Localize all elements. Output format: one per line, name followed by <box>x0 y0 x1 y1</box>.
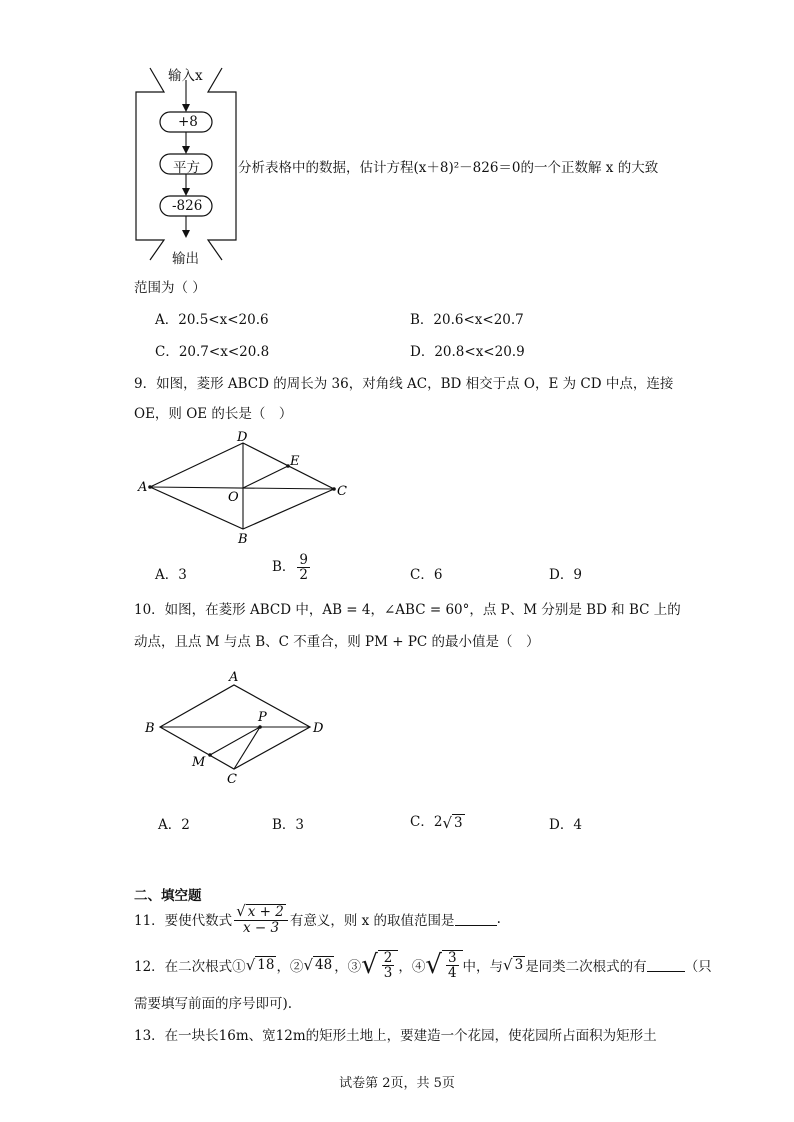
q8-text-line2: 范围为（ ） <box>134 280 206 296</box>
q9-label-b: B <box>238 532 248 547</box>
q12-answer-blank <box>647 959 685 972</box>
q11: 11．要使代数式 √ x + 2 x − 3 有意义，则 x 的取值范围是 . <box>134 902 501 936</box>
q9-text-line2: OE，则 OE 的长是（ ） <box>134 406 293 422</box>
q8-option-d: D．20.8<x<20.9 <box>410 344 525 360</box>
q10-label-c: C <box>227 772 237 787</box>
q9-option-c: C．6 <box>410 567 443 583</box>
q9-rhombus-figure <box>130 425 370 550</box>
q9-segment-oe <box>243 466 288 488</box>
q13-line1: 13．在一块长16m、宽12m的矩形土地上，要建造一个花园，使花园所占面积为矩形土 <box>134 1028 657 1044</box>
q10-segment-pm <box>210 727 260 755</box>
q9-option-b-fraction: $\frac{9}{2}$ <box>299 552 309 584</box>
flowchart-input-label: 输入x <box>168 68 203 84</box>
q10-text-line1: 10．如图，在菱形 ABCD 中，AB = 4，∠ABC = 60°，点 P、M 分别是 BD 和 BC 上的 <box>134 602 681 618</box>
q10-label-d: D <box>313 721 324 736</box>
page-footer: 试卷第 2页，共 5页 <box>339 1076 455 1091</box>
q12-line2: 需要填写前面的序号即可). <box>134 996 293 1012</box>
q10-segment-pc <box>234 727 260 769</box>
q9-diagonal-ac <box>150 487 334 489</box>
q11-fraction: √ x + 2 x − 3 <box>234 904 288 935</box>
q10-option-c: C．2 √ 3 <box>410 813 463 832</box>
section-title: 二、填空题 <box>134 888 202 904</box>
q9-label-c: C <box>337 484 347 499</box>
q11-suffix: 有意义，则 x 的取值范围是 <box>289 913 455 930</box>
q9-label-a: A <box>138 480 148 495</box>
q9-option-b <box>272 553 312 582</box>
q9-label-d: D <box>237 430 248 445</box>
q9-option-a: A．3 <box>155 567 187 583</box>
flowchart-step-label: +8 <box>178 114 198 130</box>
q11-prefix: 11．要使代数式 <box>134 913 233 930</box>
q9-option-d: D．9 <box>549 567 582 583</box>
q9-text-line1: 9．如图，菱形 ABCD 的周长为 36，对角线 AC，BD 相交于点 O，E 为 CD 中点，连接 <box>134 376 674 392</box>
flowchart-step-label: -826 <box>172 198 203 214</box>
q10-option-c-radical: √ 3 <box>442 813 463 832</box>
q9-rhombus <box>150 443 334 529</box>
q8-text-line1: 分析表格中的数据，估计方程(x＋8)²－826＝0的一个正数解 x 的大致 <box>238 160 659 176</box>
q11-answer-blank <box>455 913 497 926</box>
q10-label-p: P <box>258 710 267 725</box>
q12: 12．在二次根式① √ 18 ，② √ 48 ，③ √ $\frac{2}{3}$ ，④ √ $\frac{3}{4}$ 中，与 √ 3 是同类二次根式的有 （只 <box>134 950 712 982</box>
q10-label-b: B <box>145 721 155 736</box>
q9-label-o: O <box>228 490 239 505</box>
q8-option-a: A．20.5<x<20.6 <box>155 312 269 328</box>
q10-option-d: D．4 <box>549 817 582 833</box>
q8-option-b: B．20.6<x<20.7 <box>410 312 524 328</box>
q10-label-m: M <box>192 755 206 770</box>
q10-label-a: A <box>229 670 239 685</box>
q10-rhombus-figure <box>140 665 340 790</box>
flowchart-step-label: 平方 <box>173 160 200 176</box>
q10-text-line2: 动点，且点 M 与点 B、C 不重合，则 PM + PC 的最小值是（ ） <box>134 634 540 650</box>
q8-option-c: C．20.7<x<20.8 <box>155 344 270 360</box>
q10-option-a: A．2 <box>158 817 190 833</box>
q9-label-e: E <box>290 454 300 469</box>
flowchart-output-label: 输出 <box>172 251 199 267</box>
q10-option-b: B．3 <box>272 817 305 833</box>
q9-option-b-prefix: B． <box>272 559 296 576</box>
